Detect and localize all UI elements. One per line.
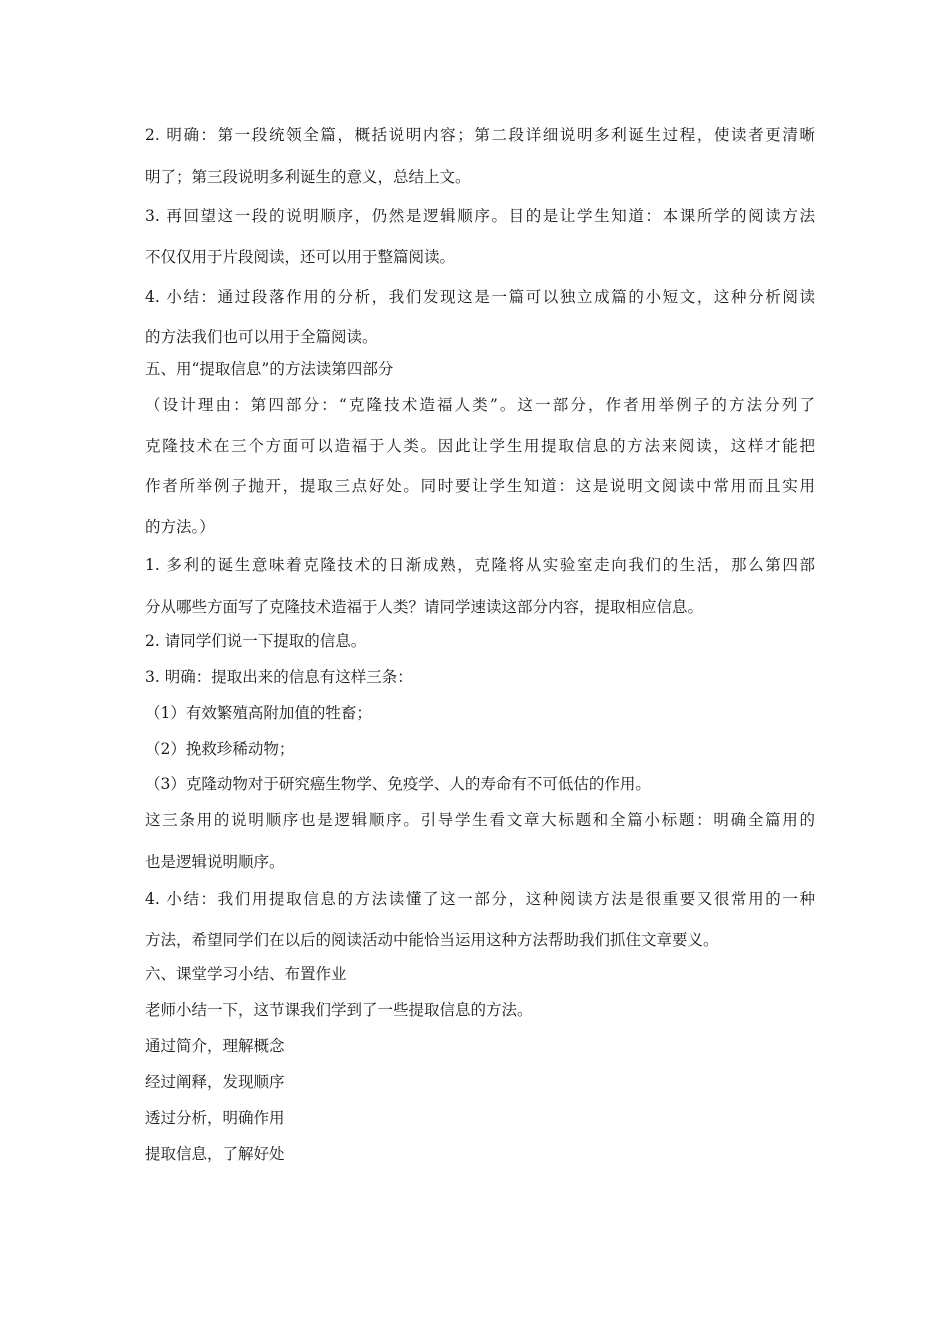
text-line: 3. 再回望这一段的说明顺序，仍然是逻辑顺序。目的是让学生知道：本课所学的阅读方法 (145, 207, 815, 225)
text-line: 分从哪些方面写了克隆技术造福于人类？请同学速读这部分内容，提取相应信息。 (145, 598, 704, 616)
text-line: 这三条用的说明顺序也是逻辑顺序。引导学生看文章大标题和全篇小标题：明确全篇用的 (145, 811, 815, 829)
text-line: 提取信息，了解好处 (145, 1145, 285, 1163)
text-line: 的方法。） (145, 518, 215, 536)
text-line: 通过简介，理解概念 (145, 1037, 285, 1055)
text-line: 1. 多利的诞生意味着克隆技术的日渐成熟，克隆将从实验室走向我们的生活，那么第四部 (145, 556, 815, 574)
text-line: 作者所举例子抛开，提取三点好处。同时要让学生知道：这是说明文阅读中常用而且实用 (145, 477, 815, 495)
list-item: （3）克隆动物对于研究癌生物学、免疫学、人的寿命有不可低估的作用。 (145, 775, 651, 793)
text-line: 透过分析，明确作用 (145, 1109, 285, 1127)
text-line: 的方法我们也可以用于全篇阅读。 (145, 328, 378, 346)
text-line: 也是逻辑说明顺序。 (145, 853, 285, 871)
text-line: 2. 明确：第一段统领全篇，概括说明内容；第二段详细说明多利诞生过程，使读者更清晰 (145, 126, 815, 144)
text-line: 4. 小结：通过段落作用的分析，我们发现这是一篇可以独立成篇的小短文，这种分析阅读 (145, 288, 815, 306)
text-line: （设计理由：第四部分：“克隆技术造福人类”。这一部分，作者用举例子的方法分列了 (145, 396, 815, 414)
list-item: （2）挽救珍稀动物； (145, 740, 295, 758)
list-item: （1）有效繁殖高附加值的牲畜； (145, 704, 372, 722)
text-line: 克隆技术在三个方面可以造福于人类。因此让学生用提取信息的方法来阅读，这样才能把 (145, 437, 815, 455)
text-line: 4. 小结：我们用提取信息的方法读懂了这一部分，这种阅读方法是很重要又很常用的一种 (145, 890, 815, 908)
text-line: 方法，希望同学们在以后的阅读活动中能恰当运用这种方法帮助我们抓住文章要义。 (145, 931, 719, 949)
text-line: 不仅仅用于片段阅读，还可以用于整篇阅读。 (145, 248, 456, 266)
section-heading: 五、用“提取信息”的方法读第四部分 (145, 360, 394, 378)
text-line: 2. 请同学们说一下提取的信息。 (145, 632, 367, 650)
text-line: 明了；第三段说明多利诞生的意义，总结上文。 (145, 168, 471, 186)
text-line: 经过阐释，发现顺序 (145, 1073, 285, 1091)
section-heading: 六、课堂学习小结、布置作业 (145, 965, 347, 983)
text-line: 老师小结一下，这节课我们学到了一些提取信息的方法。 (145, 1001, 533, 1019)
text-line: 3. 明确：提取出来的信息有这样三条： (145, 668, 413, 686)
